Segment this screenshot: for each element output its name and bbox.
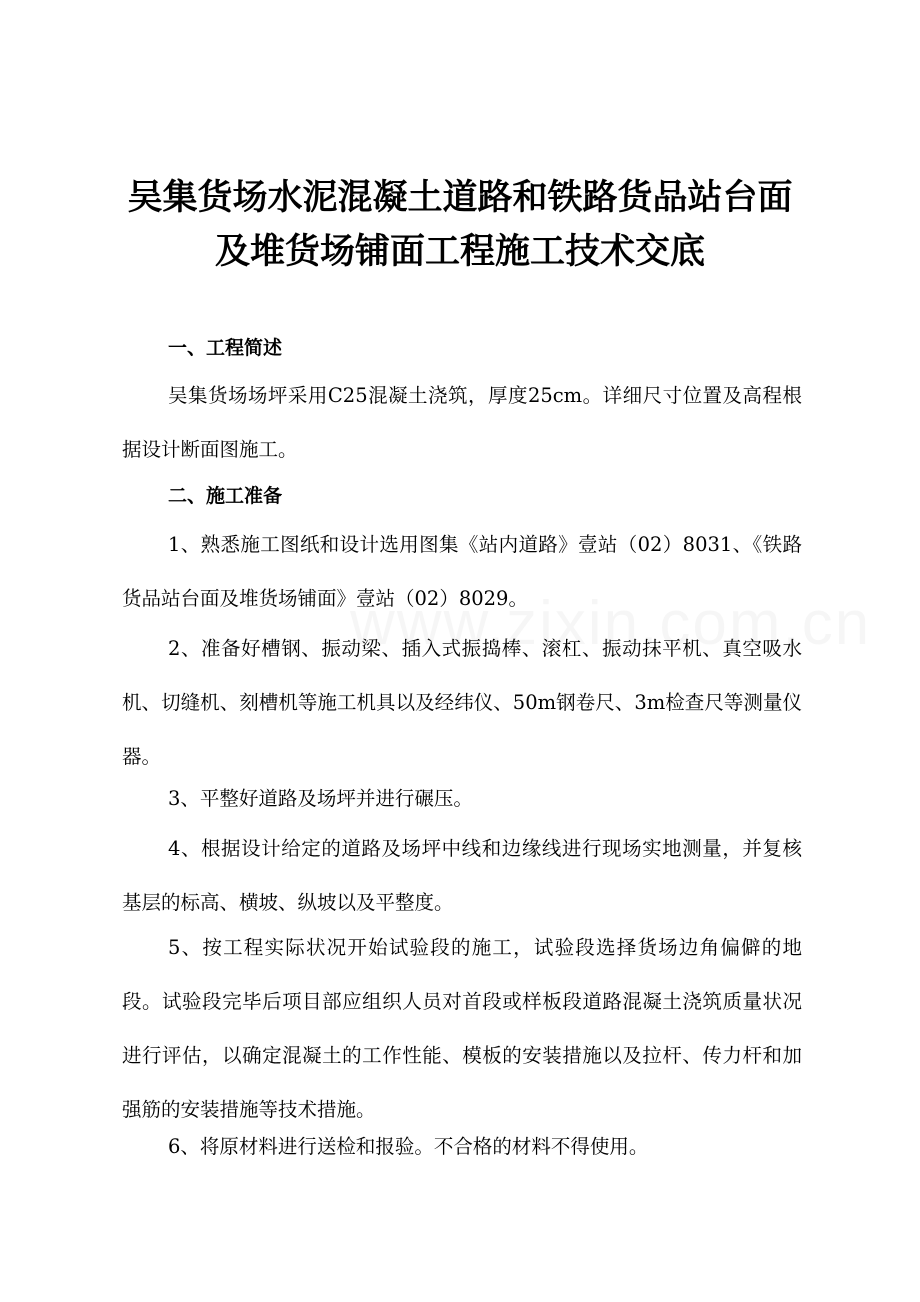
section-heading-overview: 一、工程简述 <box>168 337 283 359</box>
section-heading-preparation: 二、施工准备 <box>168 485 283 507</box>
document-title-line2: 及堆货场铺面工程施工技术交底 <box>214 232 705 272</box>
paragraph-prep-4: 4、根据设计给定的道路及场坪中线和边缘线进行现场实地测量，并复核基层的标高、横坡、纵坡以及平整度。 <box>122 837 802 914</box>
paragraph-prep-6: 6、将原材料进行送检和报验。不合格的材料不得使用。 <box>168 1135 649 1158</box>
paragraph-overview: 吴集货场场坪采用C25混凝土浇筑，厚度25cm。详细尺寸位置及高程根据设计断面图施工。 <box>122 384 802 461</box>
paragraph-prep-3: 3、平整好道路及场坪并进行碾压。 <box>168 787 473 810</box>
paragraph-prep-2: 2、准备好槽钢、振动梁、插入式振捣棒、滚杠、振动抹平机、真空吸水机、切缝机、刻槽机等施工机具以及经纬仪、50m钢卷尺、3m检查尺等测量仪器。 <box>122 637 802 768</box>
document-title-line1: 吴集货场水泥混凝土道路和铁路货品站台面 <box>127 178 793 218</box>
paragraph-prep-5: 5、按工程实际状况开始试验段的施工，试验段选择货场边角偏僻的地段。试验段完毕后项目部应组织人员对首段或样板段道路混凝土浇筑质量状况进行评估，以确定混凝土的工作性能、模板的安装措施以及拉杆、传力杆和加强筋的安装措施等技术措施。 <box>122 936 802 1121</box>
paragraph-prep-1: 1、熟悉施工图纸和设计选用图集《站内道路》壹站（02）8031、《铁路货品站台面及堆货场铺面》壹站（02）8029。 <box>122 533 802 610</box>
